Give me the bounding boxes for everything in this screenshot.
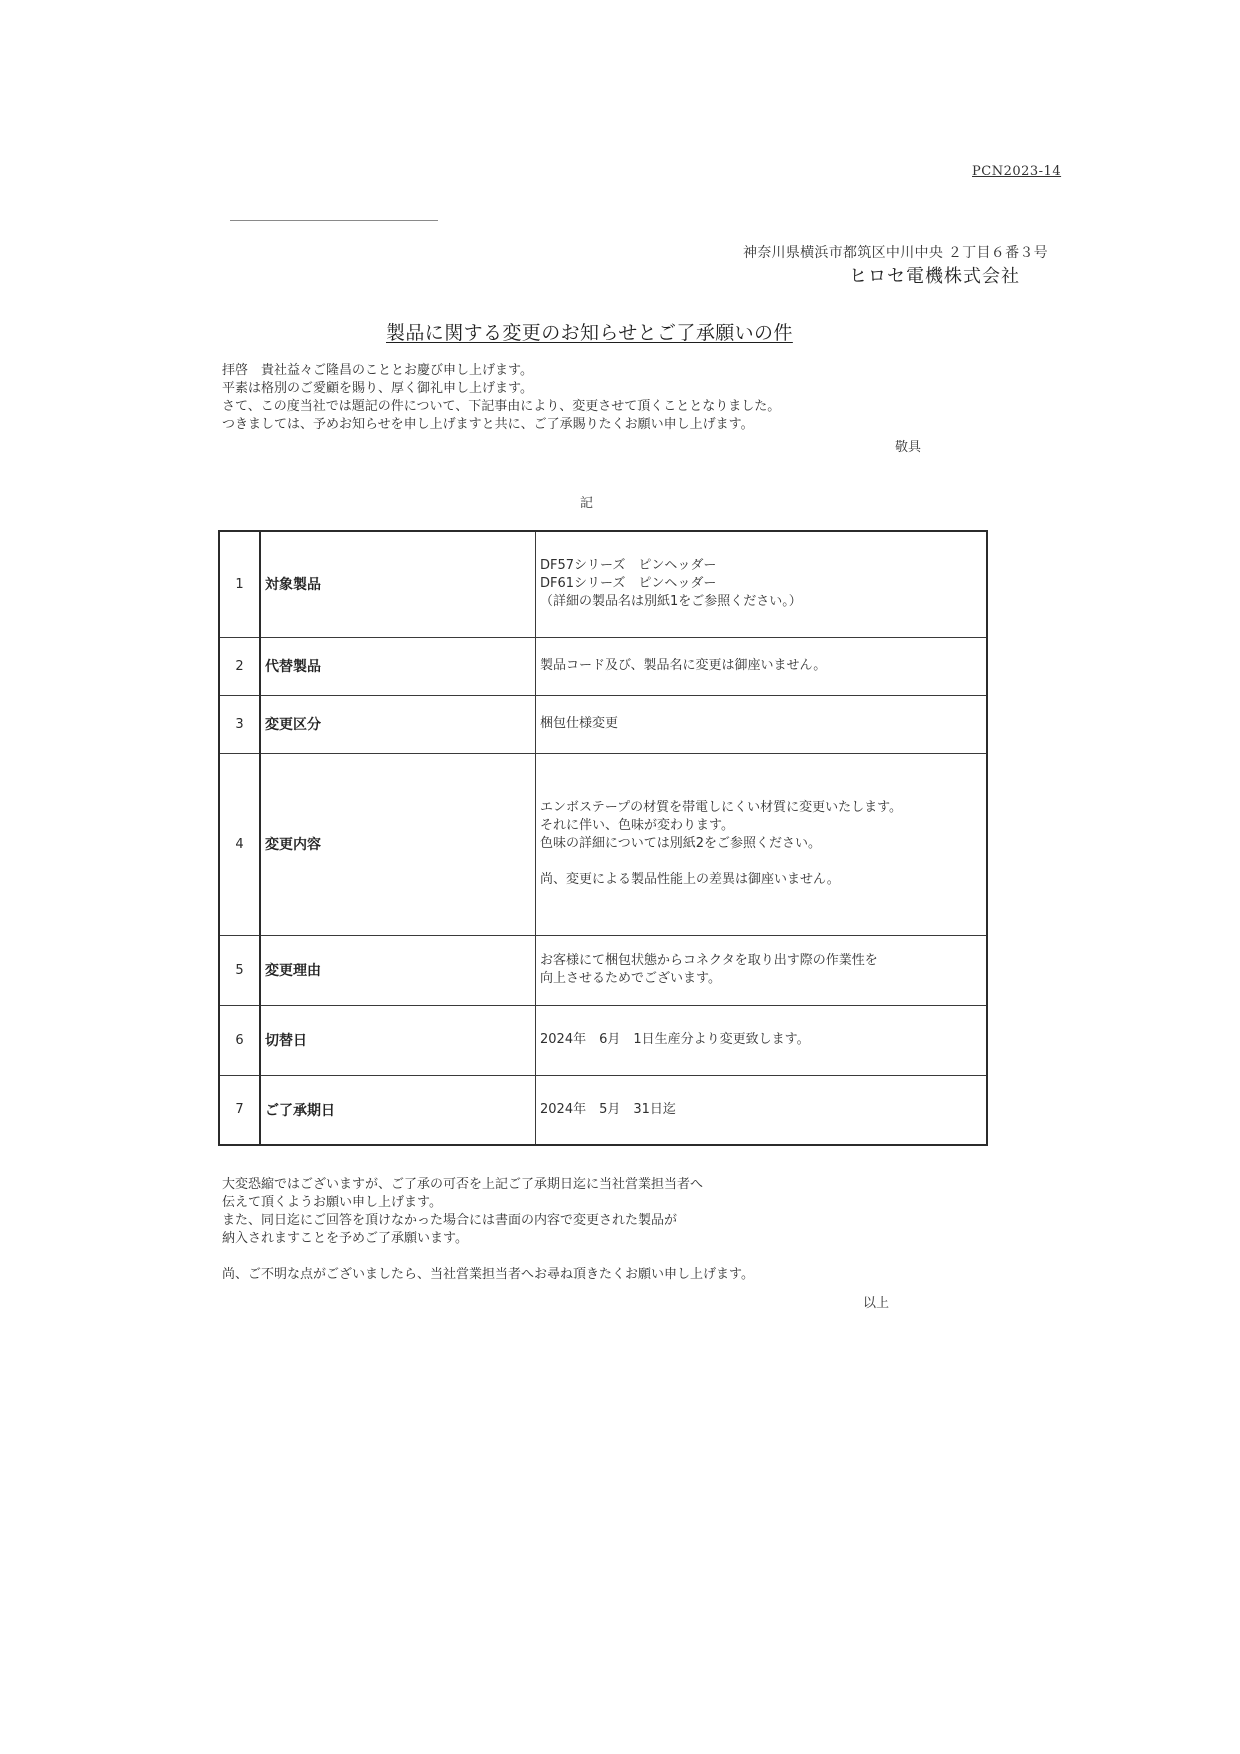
row-number: 4	[219, 753, 260, 935]
value-line: 向上させるためでございます。	[540, 971, 721, 986]
table-row	[219, 695, 987, 753]
value-note: 尚、変更による製品性能上の差異は御座いません。	[540, 872, 840, 887]
value-line: （詳細の製品名は別紙1をご参照ください。）	[540, 594, 802, 610]
intro-line: 平素は格別のご愛顧を賜り、厚く御礼申し上げます。	[222, 381, 533, 396]
table-row	[219, 935, 987, 1005]
row-number: 6	[219, 1005, 260, 1075]
sender-address: 神奈川県横浜市都筑区中川中央 ２丁目６番３号	[742, 245, 1048, 261]
row-number: 5	[219, 935, 260, 1005]
recipient-underline	[230, 220, 438, 221]
table-row	[219, 531, 987, 637]
row-label: 変更区分	[260, 695, 536, 753]
document-title: 製品に関する変更のお知らせとご了承願いの件	[386, 322, 793, 344]
row-value	[536, 1005, 988, 1075]
closing-note: 尚、ご不明な点がございましたら、当社営業担当者へお尋ね頂きたくお願い申し上げます。	[222, 1267, 754, 1282]
intro-line: つきましては、予めお知らせを申し上げますと共に、ご了承賜りたくお願い申し上げます。	[222, 417, 754, 432]
row-label: ご了承期日	[260, 1075, 536, 1145]
row-label: 変更理由	[260, 935, 536, 1005]
row-number: 3	[219, 695, 260, 753]
change-details-table	[218, 530, 988, 1146]
doc-number: PCN2023-14	[972, 164, 1062, 179]
row-value	[536, 637, 988, 695]
row-value	[536, 935, 988, 1005]
row-number: 7	[219, 1075, 260, 1145]
sender-company: ヒロセ電機株式会社	[849, 266, 1020, 287]
table-row	[219, 753, 987, 935]
row-label: 対象製品	[260, 531, 536, 637]
value-line: DF57シリーズ ピンヘッダー	[540, 558, 717, 574]
closing-line: また、同日迄にご回答を頂けなかった場合には書面の内容で変更された製品が	[222, 1213, 678, 1228]
table-row	[219, 1005, 987, 1075]
row-value	[536, 531, 988, 637]
table-row	[219, 1075, 987, 1145]
row-label: 切替日	[260, 1005, 536, 1075]
closing-ijou: 以上	[863, 1296, 890, 1311]
table-row	[219, 637, 987, 695]
intro-line: 拝啓 貴社益々ご隆昌のこととお慶び申し上げます。	[222, 363, 533, 378]
value-line: お客様にて梱包状態からコネクタを取り出す際の作業性を	[540, 953, 878, 968]
row-value	[536, 753, 988, 935]
intro-line: さて、この度当社では題記の件について、下記事由により、変更させて頂くこととなりました。	[222, 399, 781, 414]
closing-line: 納入されますことを予めご了承願います。	[222, 1231, 468, 1246]
value-line: DF61シリーズ ピンヘッダー	[540, 576, 717, 592]
value-line: 製品コード及び、製品名に変更は御座いません。	[540, 658, 827, 673]
closing-paragraph	[222, 1176, 754, 1284]
row-value	[536, 695, 988, 753]
row-label: 変更内容	[260, 753, 536, 935]
closing-line: 大変恐縮ではございますが、ご了承の可否を上記ご了承期日迄に当社営業担当者へ	[222, 1177, 704, 1192]
value-line: エンボステープの材質を帯電しにくい材質に変更いたします。	[540, 800, 903, 815]
value-line: 梱包仕様変更	[540, 716, 619, 731]
value-line: それに伴い、色味が変わります。	[540, 818, 734, 833]
value-line: 色味の詳細については別紙2をご参照ください。	[540, 836, 822, 851]
ki-mark: 記	[580, 496, 594, 511]
intro-paragraph	[222, 362, 780, 434]
value-line: 2024年 6月 1日生産分より変更致します。	[540, 1032, 810, 1047]
value-line: 2024年 5月 31日迄	[540, 1101, 676, 1117]
row-value	[536, 1075, 988, 1145]
row-number: 2	[219, 637, 260, 695]
closing-keigu: 敬具	[895, 440, 922, 455]
row-label: 代替製品	[260, 637, 536, 695]
closing-line: 伝えて頂くようお願い申し上げます。	[222, 1195, 442, 1210]
row-number: 1	[219, 531, 260, 637]
